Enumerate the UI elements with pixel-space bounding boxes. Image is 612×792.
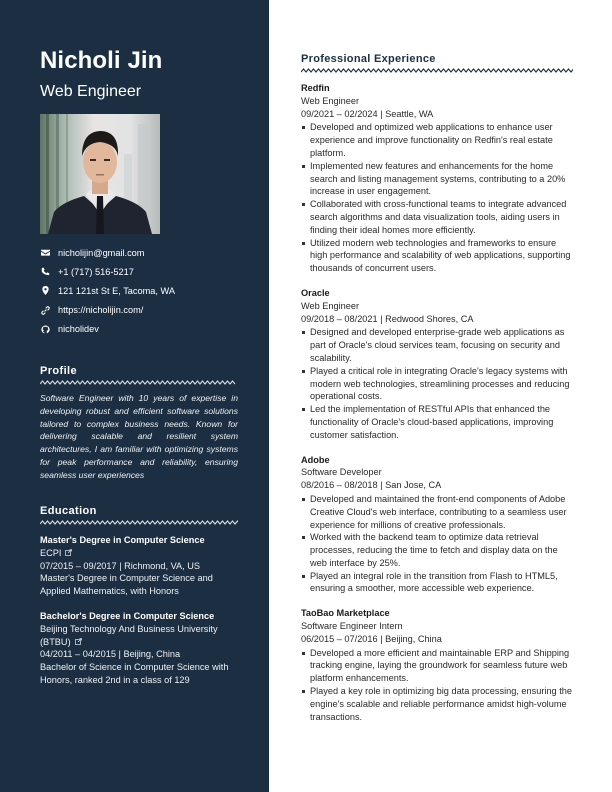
candidate-role: Web Engineer [40, 83, 142, 100]
job-dates-location: 09/2021 – 02/2024 | Seattle, WA [301, 108, 434, 119]
education-description: Master's Degree in Computer Science and Applied Mathematics, with Honors [40, 573, 213, 597]
job-entry [301, 607, 573, 723]
experience-heading: Professional Experience [301, 53, 436, 65]
job-bullets [301, 121, 573, 275]
job-dates-location: 09/2018 – 08/2021 | Redwood Shores, CA [301, 313, 474, 324]
job-bullet: Worked with the backend team to optimize data retrieval processes, reducing the time to fetch and display data on the web interface by 25%. [301, 531, 573, 569]
contact-website[interactable] [40, 301, 175, 320]
job-bullet: Collaborated with cross-functional teams to integrate advanced search algorithms and data visualization tools, aiding users in finding their ideal homes more efficiently. [301, 198, 573, 236]
job-company: Redfin [301, 83, 330, 93]
candidate-name: Nicholi Jin [40, 47, 163, 74]
job-company: Oracle [301, 287, 330, 298]
job-company: TaoBao Marketplace [301, 608, 390, 619]
job-bullets [301, 647, 573, 724]
job-bullet: Developed a more efficient and maintainable ERP and Shipping tracking engine, laying the groundwork for seamless future web platform enhancements. [301, 647, 573, 685]
job-bullet: Designed and developed enterprise-grade web applications as part of Oracle's cloud services team, focusing on security and scalability. [301, 326, 573, 364]
education-school-name: ECPI [40, 547, 62, 558]
wavy-divider [301, 68, 573, 73]
job-bullet: Played an integral role in the transition from Flash to HTML5, ensuring a smoother, more accessible web experience. [301, 570, 573, 596]
wavy-divider [40, 520, 238, 525]
contact-phone-text: +1 (717) 516-5217 [58, 266, 134, 277]
job-bullet: Implemented new features and enhancements for the home search and listing management systems, contributing to a 20% increase in user engagement. [301, 160, 573, 198]
job-position: Web Engineer [301, 95, 360, 106]
job-company: Adobe [301, 454, 330, 465]
education-item [40, 610, 238, 687]
job-bullets [301, 493, 573, 595]
job-entry [301, 454, 573, 596]
education-school[interactable] [40, 623, 238, 649]
sidebar [0, 0, 269, 792]
education-school-name: Beijing Technology And Business University (BTBU) [40, 623, 218, 647]
job-dates-location: 08/2016 – 08/2018 | San Jose, CA [301, 480, 442, 491]
link-icon [40, 305, 50, 315]
education-dates-location: 07/2015 – 09/2017 | Richmond, VA, US [40, 560, 201, 571]
map-pin-icon [40, 286, 50, 296]
job-bullet: Played a critical role in integrating Oracle's legacy systems with modern web technologies, streamlining processes and reducing operational costs. [301, 365, 573, 403]
contact-github[interactable] [40, 320, 175, 339]
contact-address [40, 281, 175, 300]
job-bullet: Led the implementation of RESTful APIs that enhanced the functionality of Oracle's cloud-based applications, improving customer satisfaction. [301, 403, 573, 441]
contact-email[interactable] [40, 243, 175, 262]
job-bullet: Utilized modern web technologies and frameworks to ensure high performance and scalability of web applications, supporting thousands of concurrent users. [301, 237, 573, 275]
external-link-icon[interactable] [65, 547, 72, 554]
external-link-icon[interactable] [75, 636, 82, 643]
education-description: Bachelor of Science in Computer Science with Honors, ranked 2nd in a class of 129 [40, 662, 229, 685]
contact-website-text: https://nicholijin.com/ [58, 305, 144, 316]
job-position: Web Engineer [301, 300, 360, 311]
job-dates-location: 06/2015 – 07/2016 | Beijing, China [301, 633, 442, 644]
job-bullets [301, 326, 573, 441]
github-icon [40, 324, 50, 334]
job-position: Software Developer [301, 467, 382, 478]
profile-summary: Software Engineer with 10 years of expertise in developing robust and efficient software solutions tailored to complex business needs. Known for delivering scalable and resilient system architectures, I am familiar with optimizing systems for peak performance and reliability, ensuring seamless user experiences [40, 393, 238, 480]
job-entry [301, 287, 573, 442]
job-bullet: Developed and maintained the front-end components of Adobe Creative Cloud's web interface, contributing to a seamless user experience for millions of creative professionals. [301, 493, 573, 531]
contact-email-text: nicholijin@gmail.com [58, 247, 145, 258]
education-school[interactable] [40, 547, 238, 560]
job-bullet: Developed and optimized web applications to enhance user experience and improve functionality on Redfin's real estate platform. [301, 121, 573, 159]
wavy-divider [40, 380, 238, 385]
contact-list [40, 243, 175, 339]
phone-icon [40, 267, 50, 277]
profile-photo [40, 114, 160, 234]
contact-phone[interactable] [40, 262, 175, 281]
experience-section [301, 53, 573, 723]
education-section [40, 505, 238, 687]
education-degree: Bachelor's Degree in Computer Science [40, 610, 215, 621]
contact-address-text: 121 121st St E, Tacoma, WA [58, 285, 175, 296]
profile-heading: Profile [40, 365, 78, 377]
job-position: Software Engineer Intern [301, 621, 403, 632]
education-item [40, 534, 238, 598]
envelope-icon [40, 248, 50, 258]
education-dates-location: 04/2011 – 04/2015 | Beijing, China [40, 649, 181, 660]
profile-section [40, 365, 238, 482]
education-degree: Master's Degree in Computer Science [40, 535, 205, 545]
contact-github-text: nicholidev [58, 324, 99, 335]
job-bullet: Played a key role in optimizing big data processing, ensuring the engine's scalable and reliable performance amidst high-volume transactions. [301, 685, 573, 723]
education-heading: Education [40, 505, 97, 517]
job-entry [301, 82, 573, 275]
